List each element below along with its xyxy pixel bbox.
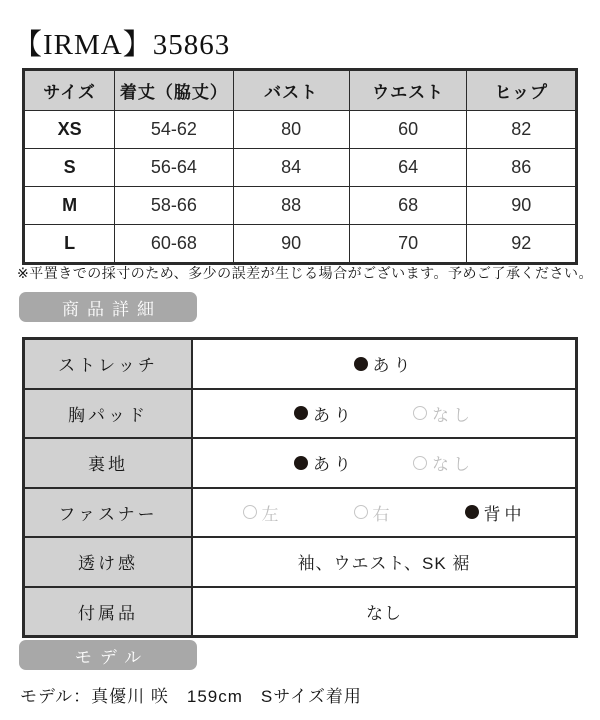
page-title: 【IRMA】35863	[13, 29, 231, 61]
radio-selected-icon	[294, 456, 308, 470]
detail-row-fastener	[25, 489, 575, 539]
option-label: あり	[313, 405, 355, 425]
detail-label: ファスナー	[25, 489, 193, 537]
option-label: なし	[432, 405, 474, 425]
option-selected	[294, 450, 355, 475]
option-label: 右	[372, 504, 394, 524]
radio-unselected-icon	[413, 456, 427, 470]
cell-size: XS	[24, 111, 115, 149]
cell-bust: 90	[233, 225, 349, 264]
cell-bust: 88	[233, 187, 349, 225]
option-selected	[354, 351, 415, 376]
detail-row-chest-pad	[25, 390, 575, 440]
header-size: サイズ	[24, 70, 115, 111]
cell-waist: 64	[349, 149, 467, 187]
header-waist: ウエスト	[349, 70, 467, 111]
radio-unselected-icon	[354, 505, 368, 519]
cell-size: S	[24, 149, 115, 187]
detail-label: 付属品	[25, 588, 193, 636]
detail-value	[193, 390, 575, 438]
section-badge-details: 商品詳細	[19, 292, 197, 322]
cell-waist: 60	[349, 111, 467, 149]
detail-value	[193, 340, 575, 388]
detail-value	[193, 538, 575, 586]
details-table	[22, 337, 578, 638]
detail-row-stretch	[25, 340, 575, 390]
cell-size: M	[24, 187, 115, 225]
cell-waist: 70	[349, 225, 467, 264]
detail-label: 透け感	[25, 538, 193, 586]
cell-length: 54-62	[115, 111, 233, 149]
detail-value	[193, 588, 575, 636]
cell-size: L	[24, 225, 115, 264]
header-hip: ヒップ	[467, 70, 577, 111]
detail-row-accessories	[25, 588, 575, 636]
option-unselected	[413, 450, 474, 475]
detail-row-lining	[25, 439, 575, 489]
cell-length: 56-64	[115, 149, 233, 187]
option-selected	[294, 401, 355, 426]
option-unselected	[413, 401, 474, 426]
detail-row-sheerness	[25, 538, 575, 588]
radio-selected-icon	[354, 357, 368, 371]
size-row-xs	[24, 111, 577, 149]
section-badge-model: モデル	[19, 640, 197, 670]
header-length: 着丈（脇丈）	[115, 70, 233, 111]
size-row-s	[24, 149, 577, 187]
detail-label: 胸パッド	[25, 390, 193, 438]
option-label: なし	[432, 455, 474, 475]
detail-label: ストレッチ	[25, 340, 193, 388]
cell-hip: 82	[467, 111, 577, 149]
size-table	[22, 68, 578, 265]
cell-waist: 68	[349, 187, 467, 225]
cell-hip: 86	[467, 149, 577, 187]
detail-value	[193, 489, 575, 537]
radio-unselected-icon	[413, 406, 427, 420]
cell-length: 60-68	[115, 225, 233, 264]
size-row-l	[24, 225, 577, 264]
measurement-note: ※平置きでの採寸のため、多少の誤差が生じる場合がございます。予めご了承ください。	[17, 265, 594, 281]
cell-bust: 84	[233, 149, 349, 187]
option-label: 背中	[483, 504, 526, 524]
radio-selected-icon	[465, 505, 479, 519]
cell-hip: 90	[467, 187, 577, 225]
detail-label: 裏地	[25, 439, 193, 487]
option-unselected	[354, 500, 394, 525]
option-unselected	[243, 500, 283, 525]
option-selected	[465, 500, 526, 525]
header-bust: バスト	[233, 70, 349, 111]
option-label: あり	[313, 455, 355, 475]
radio-selected-icon	[294, 406, 308, 420]
cell-hip: 92	[467, 225, 577, 264]
cell-length: 58-66	[115, 187, 233, 225]
detail-value	[193, 439, 575, 487]
option-label: あり	[372, 356, 415, 376]
cell-bust: 80	[233, 111, 349, 149]
detail-value-text: 袖、ウエスト、SK 裾	[297, 554, 471, 574]
option-label: 左	[261, 504, 283, 524]
radio-unselected-icon	[243, 505, 257, 519]
size-row-m	[24, 187, 577, 225]
size-table-header-row	[24, 70, 577, 111]
detail-value-text: なし	[366, 603, 402, 623]
model-info-text: モデル：真優川 咲 159cm Sサイズ着用	[20, 687, 362, 706]
